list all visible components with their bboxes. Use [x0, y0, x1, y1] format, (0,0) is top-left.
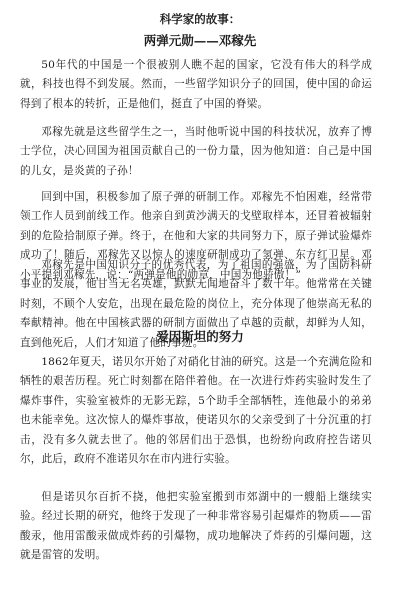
section1-paragraph-3: 回到中国，积极参加了原子弹的研制工作。邓稼先不怕困难，经常带领工作人员到前线工作。他亲自到黄沙满天的戈壁取样本，还冒着被辐射到的危险拾制原子弹。终于，在他和大家的共同努力下，原子弹试验爆炸成功了！随后，邓稼先又以惊人的速度研制成功了氢弹、东方红卫星。邓小平提到邓稼先，说：“两弹是他的勋章，中国为他骄傲！” [20, 191, 372, 281]
section1-paragraph-1: 50年代的中国是一个很被别人瞧不起的国家，它没有伟大的科学成就，科技也得不到发展。然而，一些留学知识分子的回国，使中国的命运得到了根本的转折，正是他们，挺直了中国的脊梁。 [20, 59, 372, 110]
section2-paragraph-1: 1862年夏天，诺贝尔开始了对硝化甘油的研究。这是一个充满危险和牺牲的艰苦历程。死亡时刻都在陪伴着他。在一次进行炸药实验时发生了爆炸事件，实验室被炸的无影无踪，5个助手全部牺牲，连他最小的弟弟也未能幸免。这次惊人的爆炸事故，使诺贝尔的父亲受到了十分沉重的打击，没有多久就去世了。他的邻居们出于恐惧，也纷纷向政府控告诺贝尔，此后，政府不准诺贝尔在市内进行实验。 [20, 356, 372, 466]
section2-title: 爱因斯坦的努力 [156, 329, 244, 344]
section2-paragraph-2: 但是诺贝尔百折不挠，他把实验室搬到市郊湖中的一艘船上继续实验。经过长期的研究，他终于发现了一种非常容易引起爆炸的物质——雷酸汞，他用雷酸汞做成炸药的引爆物，成功地解决了炸药的引爆问题，这就是雷管的发明。 [20, 491, 372, 562]
section1-title: 两弹元勋——邓稼先 [143, 33, 257, 48]
section1-paragraph-2: 邓稼先就是这些留学生之一，当时他听说中国的科技状况，放弃了博士学位，决心回国为祖国贡献自己的一份力量，因为他知道：自己是中国的儿女，是炎黄的子孙！ [20, 126, 372, 177]
document-title: 科学家的故事： [159, 12, 241, 26]
section1-paragraph-4: 邓稼先是中国知识分子的优秀代表，为了祖国的强盛，为了国防科研事业的发展，他甘当无名英雄，默默无闻地奋斗了数十年。他常常在关键时刻，不顾个人安危，出现在最危险的岗位上，充分体现了他崇高无私的奉献精神。他在中国核武器的研制方面做出了卓越的贡献，却鲜为人知，直到他死后，人们才知道了他的事迹。 [20, 259, 372, 349]
